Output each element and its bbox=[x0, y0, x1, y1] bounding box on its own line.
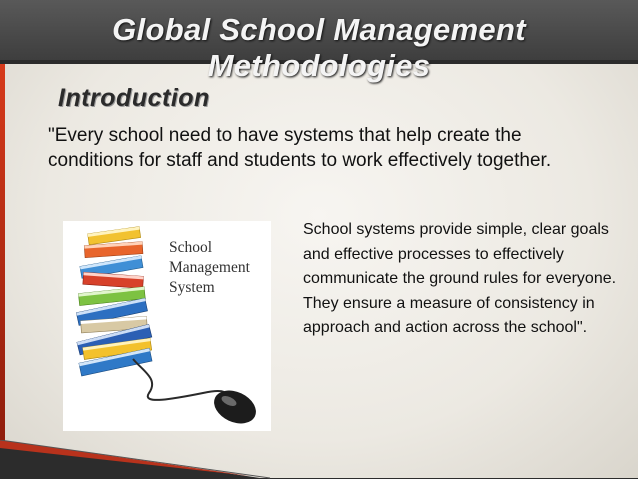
image-caption-line: School bbox=[169, 239, 213, 256]
title-bar bbox=[0, 0, 638, 83]
image-caption-line: Management bbox=[169, 259, 250, 276]
image-caption-line: System bbox=[169, 279, 215, 296]
bottom-decoration bbox=[0, 440, 638, 479]
school-management-image bbox=[63, 221, 271, 431]
side-paragraph: They ensure a measure of consistency in approach and action across the school". bbox=[303, 294, 595, 336]
side-paragraph: School systems provide simple, clear goals and effective processes to effectively communicate the ground rules for everyone. bbox=[303, 221, 617, 287]
image-caption bbox=[169, 238, 250, 298]
books-stack-icon bbox=[76, 227, 152, 376]
side-text bbox=[303, 218, 633, 341]
left-accent-bar bbox=[0, 64, 5, 444]
intro-quote: "Every school need to have systems that help create the conditions for staff and students to work effectively together. bbox=[48, 125, 552, 171]
section-heading: Introduction bbox=[58, 84, 210, 112]
slide-title: Global School Management Methodologies bbox=[112, 12, 526, 83]
